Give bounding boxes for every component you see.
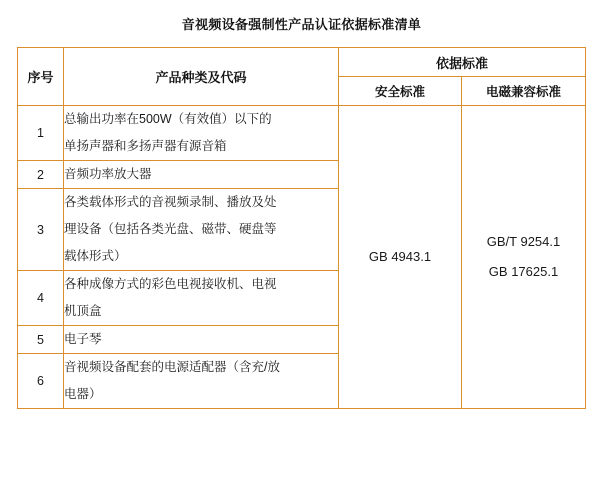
column-header-category: 产品种类及代码 [64, 48, 339, 106]
row-category [64, 354, 339, 409]
row-category-line: 总输出功率在500W（有效值）以下的 [64, 112, 272, 126]
row-category [64, 189, 339, 271]
page-title: 音视频设备强制性产品认证依据标准清单 [181, 17, 422, 32]
column-header-basis: 依据标准 [339, 48, 586, 77]
column-header-emc-standard: 电磁兼容标准 [462, 77, 586, 106]
row-sequence: 2 [18, 161, 64, 189]
row-category-line: 单扬声器和多扬声器有源音箱 [64, 139, 227, 153]
emc-standard-line: GB/T 9254.1 [486, 234, 561, 249]
row-sequence: 5 [18, 326, 64, 354]
emc-standard-line: GB 17625.1 [488, 264, 559, 279]
row-category-line: 机顶盒 [64, 304, 102, 318]
row-category-line: 音频功率放大器 [64, 167, 152, 181]
certification-standards-table [17, 47, 586, 409]
row-category-line: 各类载体形式的音视频录制、播放及处 [64, 195, 277, 209]
row-category-line: 载体形式） [64, 249, 127, 263]
row-category-line: 各种成像方式的彩色电视接收机、电视 [64, 277, 277, 291]
row-sequence: 1 [18, 106, 64, 161]
row-category-line: 理设备（包括各类光盘、磁带、硬盘等 [64, 222, 277, 236]
safety-standard-value: GB 4943.1 [339, 106, 462, 409]
table-header-row-1 [18, 48, 586, 77]
table-header [18, 48, 586, 106]
row-category-line: 电子琴 [64, 332, 102, 346]
row-category-line: 音视频设备配套的电源适配器（含充/放 [64, 360, 280, 374]
row-sequence: 6 [18, 354, 64, 409]
row-category [64, 271, 339, 326]
table-body [18, 106, 586, 409]
row-category [64, 106, 339, 161]
emc-standard-value [462, 106, 586, 409]
column-header-safety-standard: 安全标准 [339, 77, 462, 106]
table-row [18, 106, 586, 161]
row-sequence: 3 [18, 189, 64, 271]
row-category [64, 161, 339, 189]
row-category-line: 电器） [64, 387, 102, 401]
column-header-sequence: 序号 [18, 48, 64, 106]
row-category [64, 326, 339, 354]
row-sequence: 4 [18, 271, 64, 326]
